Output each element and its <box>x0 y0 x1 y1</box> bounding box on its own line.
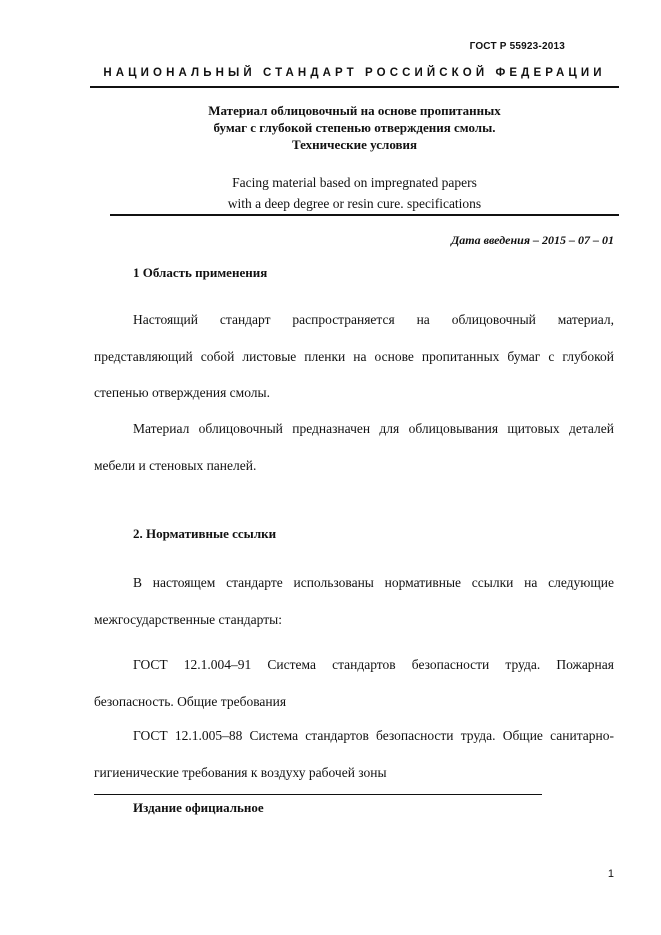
footnote-rule <box>94 794 542 795</box>
reference-gost-12-1-005: ГОСТ 12.1.005–88 Система стандартов безопасности труда. Общие санитарно-гигиенические требования к воздуху рабочей зоны <box>94 728 614 780</box>
section-1-paragraph-2: Материал облицовочный предназначен для облицовывания щитовых деталей мебели и стеновых панелей. <box>94 421 614 473</box>
reference-gost-12-1-004: ГОСТ 12.1.004–91 Система стандартов безопасности труда. Пожарная безопасность. Общие требования <box>94 657 614 709</box>
title-ru-line-3: Технические условия <box>291 137 418 152</box>
official-edition-label: Издание официальное <box>133 800 264 815</box>
header-rule <box>90 86 619 88</box>
title-en-line-2: with a deep degree or resin cure. specifications <box>227 196 482 211</box>
title-rule <box>110 214 619 216</box>
section-2-paragraph-1: В настоящем стандарте использованы нормативные ссылки на следующие межгосударственные стандарты: <box>94 575 614 627</box>
page-number: 1 <box>607 868 614 880</box>
national-standard-banner: НАЦИОНАЛЬНЫЙ СТАНДАРТ РОССИЙСКОЙ ФЕДЕРАЦИИ <box>103 67 606 79</box>
title-ru-line-1: Материал облицовочный на основе пропитанных <box>208 103 501 118</box>
section-1-paragraph-1: Настоящий стандарт распространяется на облицовочный материал, представляющий собой листовые пленки на основе пропитанных бумаг с глубокой степенью отверждения смолы. <box>94 312 614 400</box>
title-en-line-1: Facing material based on impregnated papers <box>232 175 477 190</box>
section-2-heading: 2. Нормативные ссылки <box>133 526 277 541</box>
gost-code: ГОСТ Р 55923-2013 <box>469 41 565 52</box>
section-1-heading: 1 Область применения <box>133 265 268 280</box>
title-english <box>90 172 619 214</box>
title-ru-line-2: бумаг с глубокой степенью отверждения смолы. <box>213 120 496 135</box>
introduction-date: Дата введения – 2015 – 07 – 01 <box>451 233 614 247</box>
title-russian <box>90 102 619 153</box>
